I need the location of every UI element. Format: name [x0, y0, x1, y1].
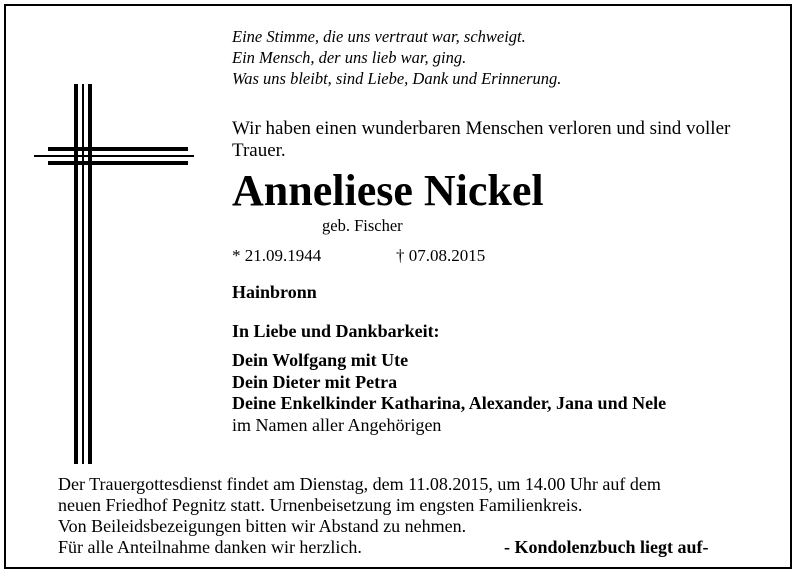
service-line: Von Beileidsbezeigungen bitten wir Abstand zu nehmen. — [58, 516, 467, 536]
maiden-name: geb. Fischer — [322, 216, 403, 235]
love-line: In Liebe und Dankbarkeit: — [232, 321, 440, 341]
service-line: neuen Friedhof Pegnitz statt. Urnenbeisetzung im engsten Familienkreis. — [58, 495, 583, 515]
poem-line: Was uns bleibt, sind Liebe, Dank und Erinnerung. — [232, 69, 562, 88]
service-line: Der Trauergottesdienst findet am Dienstag, dem 11.08.2015, um 14.00 Uhr auf dem — [58, 474, 661, 494]
thanks-row — [58, 537, 758, 558]
intro-text: Wir haben einen wunderbaren Menschen verloren und sind voller Trauer. — [232, 118, 731, 161]
condolence-note: - Kondolenzbuch liegt auf- — [504, 537, 709, 557]
mourner-line: Dein Wolfgang mit Ute — [232, 350, 409, 370]
obituary-frame — [4, 4, 792, 569]
mourner-line: Deine Enkelkinder Katharina, Alexander, Jana und Nele — [232, 393, 667, 413]
mourner-line: Dein Dieter mit Petra — [232, 371, 398, 392]
poem-line: Ein Mensch, der uns lieb war, ging. — [232, 48, 467, 67]
place-name: Hainbronn — [232, 282, 317, 302]
mourners-footer: im Namen aller Angehörigen — [232, 414, 442, 435]
thanks-text: Für alle Anteilnahme danken wir herzlich. — [58, 537, 362, 557]
poem — [232, 26, 561, 89]
mourners-list — [232, 350, 666, 436]
deceased-name: Anneliese Nickel — [232, 166, 544, 215]
cross-icon — [34, 84, 194, 464]
service-info — [58, 474, 758, 558]
birth-date: * 21.09.1944 — [232, 246, 322, 265]
death-date: † 07.08.2015 — [396, 246, 486, 265]
poem-line: Eine Stimme, die uns vertraut war, schweigt. — [232, 27, 526, 46]
